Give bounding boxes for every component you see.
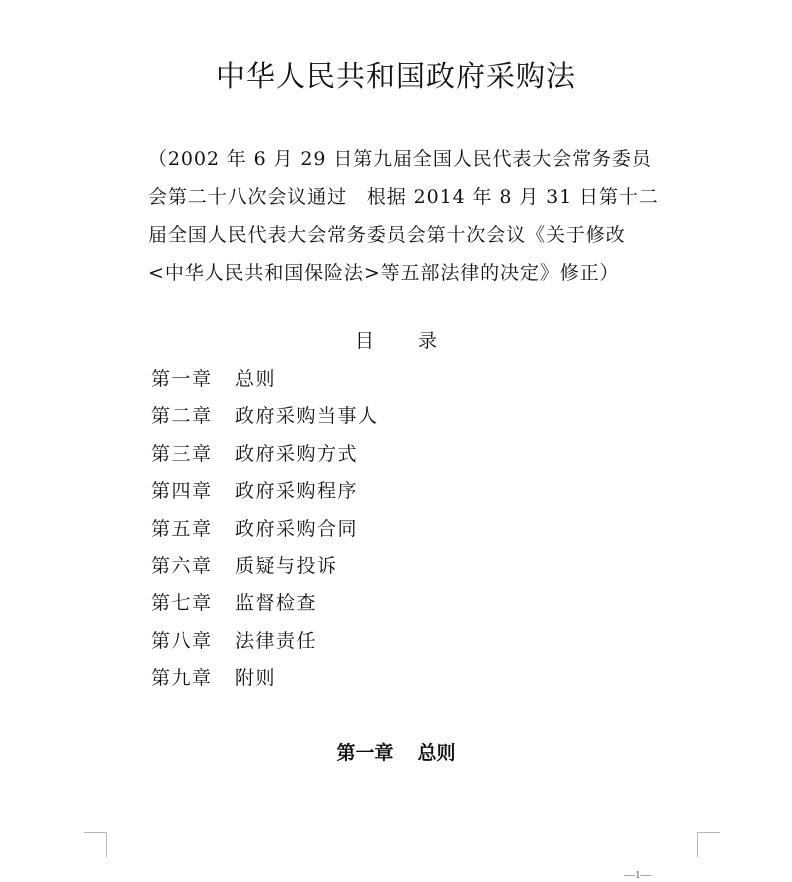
preamble-line: （2002 年 6 月 29 日第九届全国人民代表大会常务委员 xyxy=(148,148,652,170)
toc-item-number: 第五章 xyxy=(151,517,213,540)
preamble-line: <中华人民共和国保险法>等五部法律的决定》修正） xyxy=(148,262,620,284)
preamble xyxy=(148,140,668,292)
toc-heading xyxy=(0,326,792,356)
toc-item-chapter-6[interactable] xyxy=(151,551,379,588)
toc-item-number: 第七章 xyxy=(151,592,213,615)
page-corner-marker-right xyxy=(697,832,720,857)
toc-item-chapter-9[interactable] xyxy=(151,663,379,700)
toc-heading-right: 录 xyxy=(418,330,438,352)
chapter-heading xyxy=(0,738,792,768)
toc-item-chapter-1[interactable] xyxy=(151,364,379,401)
toc-item-title: 法律责任 xyxy=(235,629,318,652)
toc-item-title: 政府采购程序 xyxy=(235,480,359,503)
toc-item-chapter-8[interactable] xyxy=(151,626,379,663)
table-of-contents xyxy=(151,364,379,701)
toc-item-number: 第二章 xyxy=(151,405,213,428)
chapter-heading-number: 第一章 xyxy=(336,742,394,764)
toc-item-title: 附则 xyxy=(235,667,277,690)
toc-item-title: 总则 xyxy=(235,368,277,390)
toc-item-number: 第九章 xyxy=(151,667,213,690)
preamble-line: 会第二十八次会议通过 根据 2014 年 8 月 31 日第十二 xyxy=(148,186,659,208)
toc-item-chapter-2[interactable] xyxy=(151,401,379,438)
toc-item-number: 第三章 xyxy=(151,442,213,465)
toc-item-number: 第六章 xyxy=(151,554,213,577)
toc-item-title: 政府采购当事人 xyxy=(235,405,379,428)
page-corner-marker-left xyxy=(84,832,107,857)
toc-item-title: 质疑与投诉 xyxy=(235,554,338,577)
document-title: 中华人民共和国政府采购法 xyxy=(215,59,576,93)
toc-item-chapter-7[interactable] xyxy=(151,588,379,625)
toc-heading-left: 目 xyxy=(354,330,374,352)
page-number: —1— xyxy=(624,869,652,881)
toc-item-number: 第一章 xyxy=(151,368,213,390)
toc-item-chapter-5[interactable] xyxy=(151,514,379,551)
chapter-heading-title: 总则 xyxy=(417,742,456,764)
toc-item-chapter-3[interactable] xyxy=(151,439,379,476)
preamble-line: 届全国人民代表大会常务委员会第十次会议《关于修改 xyxy=(148,224,626,246)
toc-item-chapter-4[interactable] xyxy=(151,476,379,513)
toc-item-title: 监督检查 xyxy=(235,592,318,615)
toc-item-title: 政府采购方式 xyxy=(235,442,359,465)
toc-item-number: 第四章 xyxy=(151,480,213,503)
toc-item-title: 政府采购合同 xyxy=(235,517,359,540)
toc-item-number: 第八章 xyxy=(151,629,213,652)
